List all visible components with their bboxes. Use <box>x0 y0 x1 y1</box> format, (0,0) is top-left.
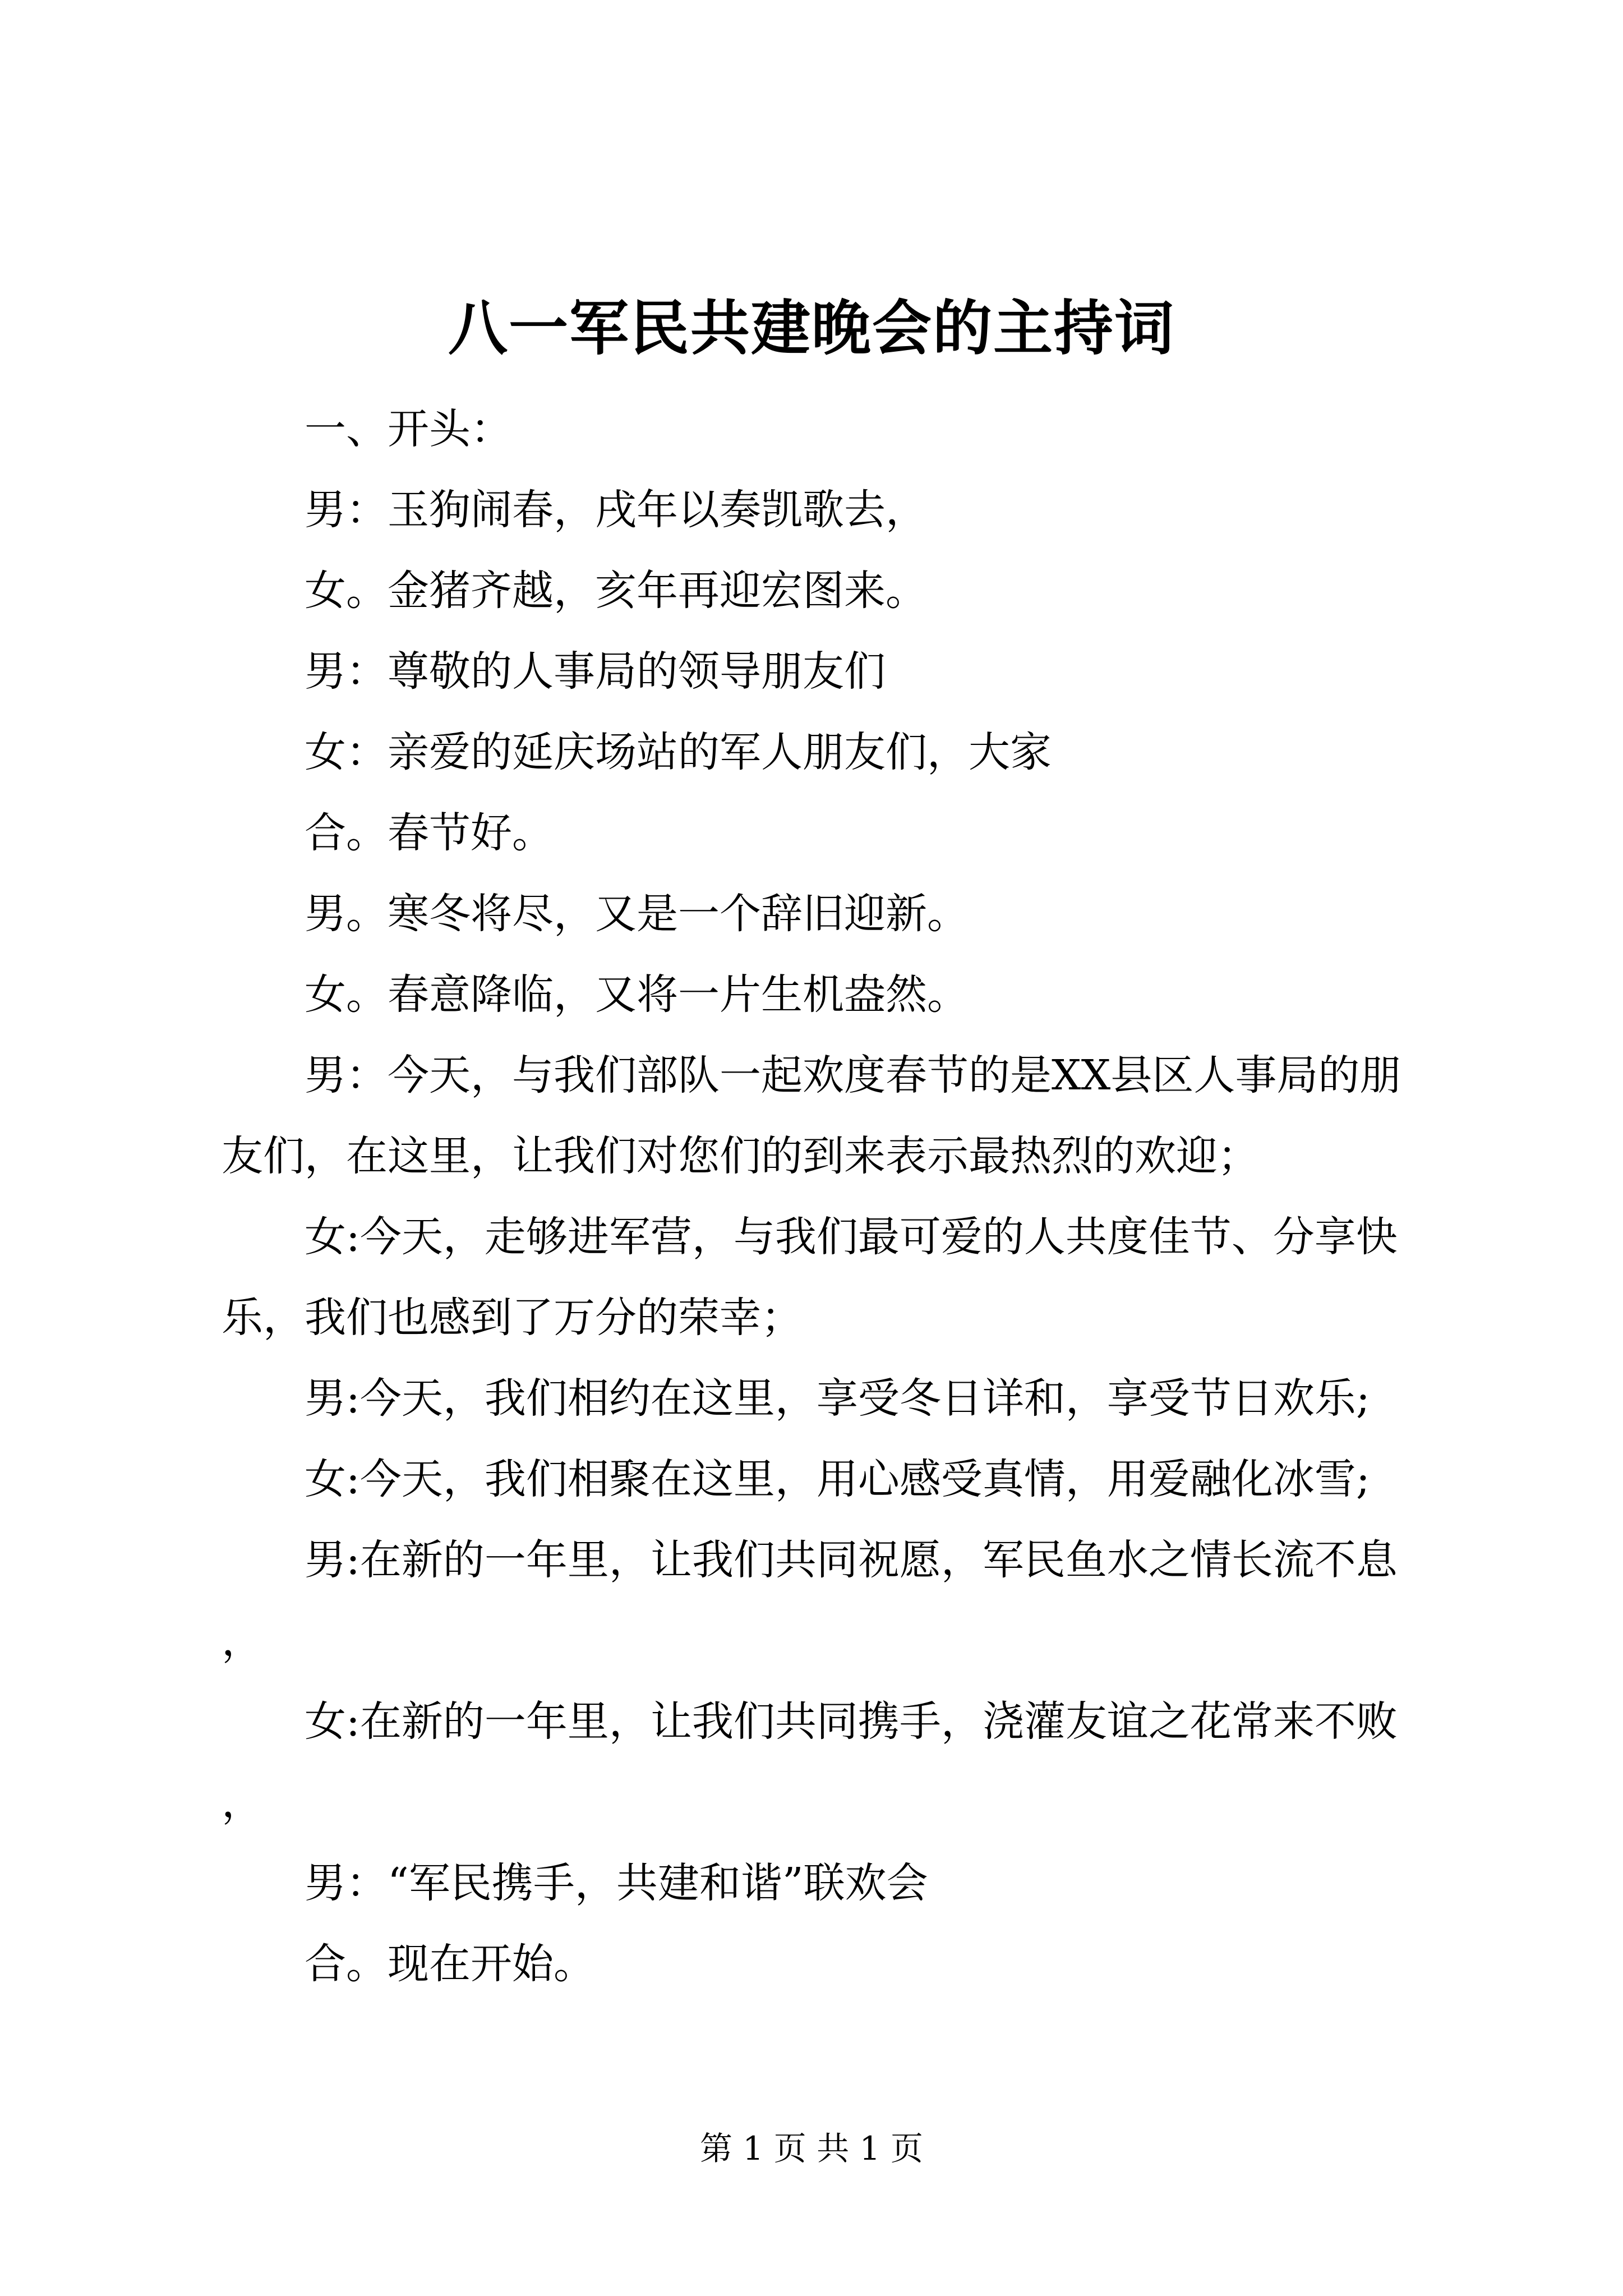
document-body <box>222 389 1424 2004</box>
paragraph: 男:在新的一年里，让我们共同祝愿，军民鱼水之情长流不息， <box>222 1536 1398 1665</box>
paragraph: 女:今天，走够进军营，与我们最可爱的人共度佳节、分享快乐，我们也感到了万分的荣幸； <box>222 1213 1398 1342</box>
paragraph: 男:今天，我们相约在这里，享受冬日详和，享受节日欢乐; <box>305 1374 1370 1423</box>
paragraph: 女。金猪齐越，亥年再迎宏图来。 <box>305 567 927 615</box>
document-title: 八一军民共建晚会的主持词 <box>448 293 1175 363</box>
page-footer <box>0 2126 1623 2171</box>
paragraph: 男：玉狗闹春，戌年以奏凯歌去， <box>305 486 927 534</box>
paragraph: 合。现在开始。 <box>305 1940 595 1988</box>
paragraph: 合。春节好。 <box>305 809 554 857</box>
paragraph: 男：今天，与我们部队一起欢度春节的是XX县区人事局的朋友们，在这里，让我们对您们的到来表示最热烈的欢迎； <box>222 1051 1401 1180</box>
paragraph: 一、开头： <box>305 405 512 453</box>
paragraph: 女:今天，我们相聚在这里，用心感受真情，用爱融化冰雪; <box>305 1455 1370 1503</box>
paragraph: 女:在新的一年里，让我们共同携手，浇灌友谊之花常来不败， <box>222 1697 1398 1826</box>
paragraph: 男：尊敬的人事局的领导朋友们 <box>305 647 886 696</box>
paragraph: 男：“军民携手，共建和谐”联欢会 <box>305 1859 928 1907</box>
paragraph: 女：亲爱的延庆场站的军人朋友们，大家 <box>305 728 1052 776</box>
page-number: 第 1 页 共 1 页 <box>700 2129 923 2168</box>
paragraph: 女。春意降临，又将一片生机盎然。 <box>305 970 969 1019</box>
paragraph: 男。寒冬将尽，又是一个辞旧迎新。 <box>305 890 969 938</box>
